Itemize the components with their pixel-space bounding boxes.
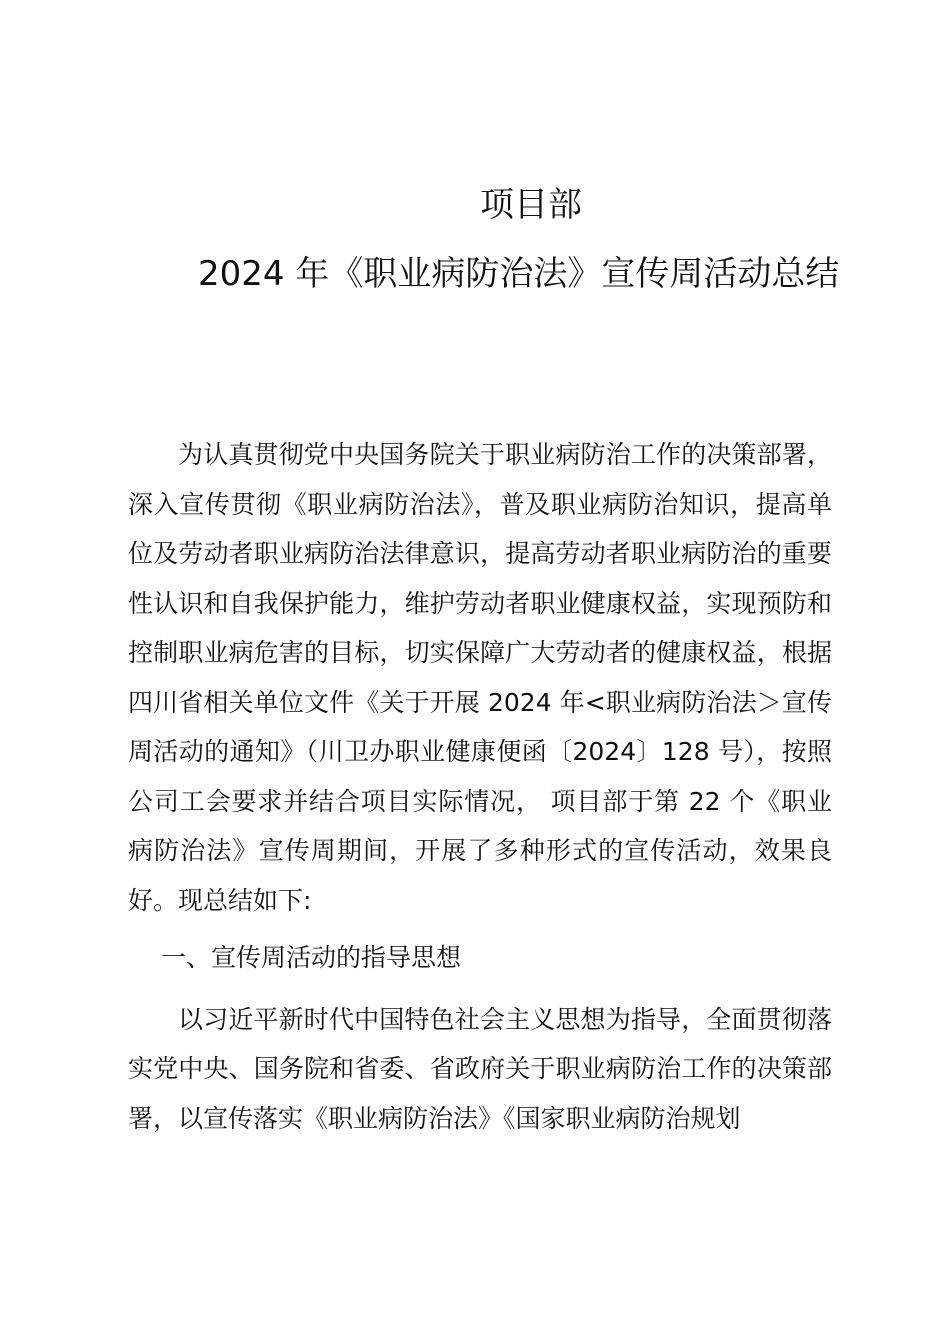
document-title: 2024 年《职业病防治法》宣传周活动总结 xyxy=(198,254,840,294)
section-heading: 一、宣传周活动的指导思想 xyxy=(161,943,462,972)
document-body xyxy=(128,430,832,1143)
intro-paragraph: 为认真贯彻党中央国务院关于职业病防治工作的决策部署，深入宣传贯彻《职业病防治法》，普及职业病防治知识，提高单位及劳动者职业病防治法律意识，提高劳动者职业病防治的重要性认识和自我保护能力，维护劳动者职业健康权益，实现预防和控制职业病危害的目标，切实保障广大劳动者的健康权益，根据四川省相关单位文件《关于开展 2024 年<职业病防治法＞宣传周活动的通知》（川卫办职业健康便函〔2024〕128 号），按照公司工会要求并结合项目实际情况， 项目部于第 22 个《职业病防治法》宣传周期间，开展了多种形式的宣传活动，效果良好。现总结如下: xyxy=(128,440,832,915)
section-paragraph: 以习近平新时代中国特色社会主义思想为指导，全面贯彻落实党中央、国务院和省委、省政府关于职业病防治工作的决策部署，以宣传落实《职业病防治法》《国家职业病防治规划 xyxy=(128,1004,832,1133)
document-title-org: 项目部 xyxy=(480,185,582,225)
